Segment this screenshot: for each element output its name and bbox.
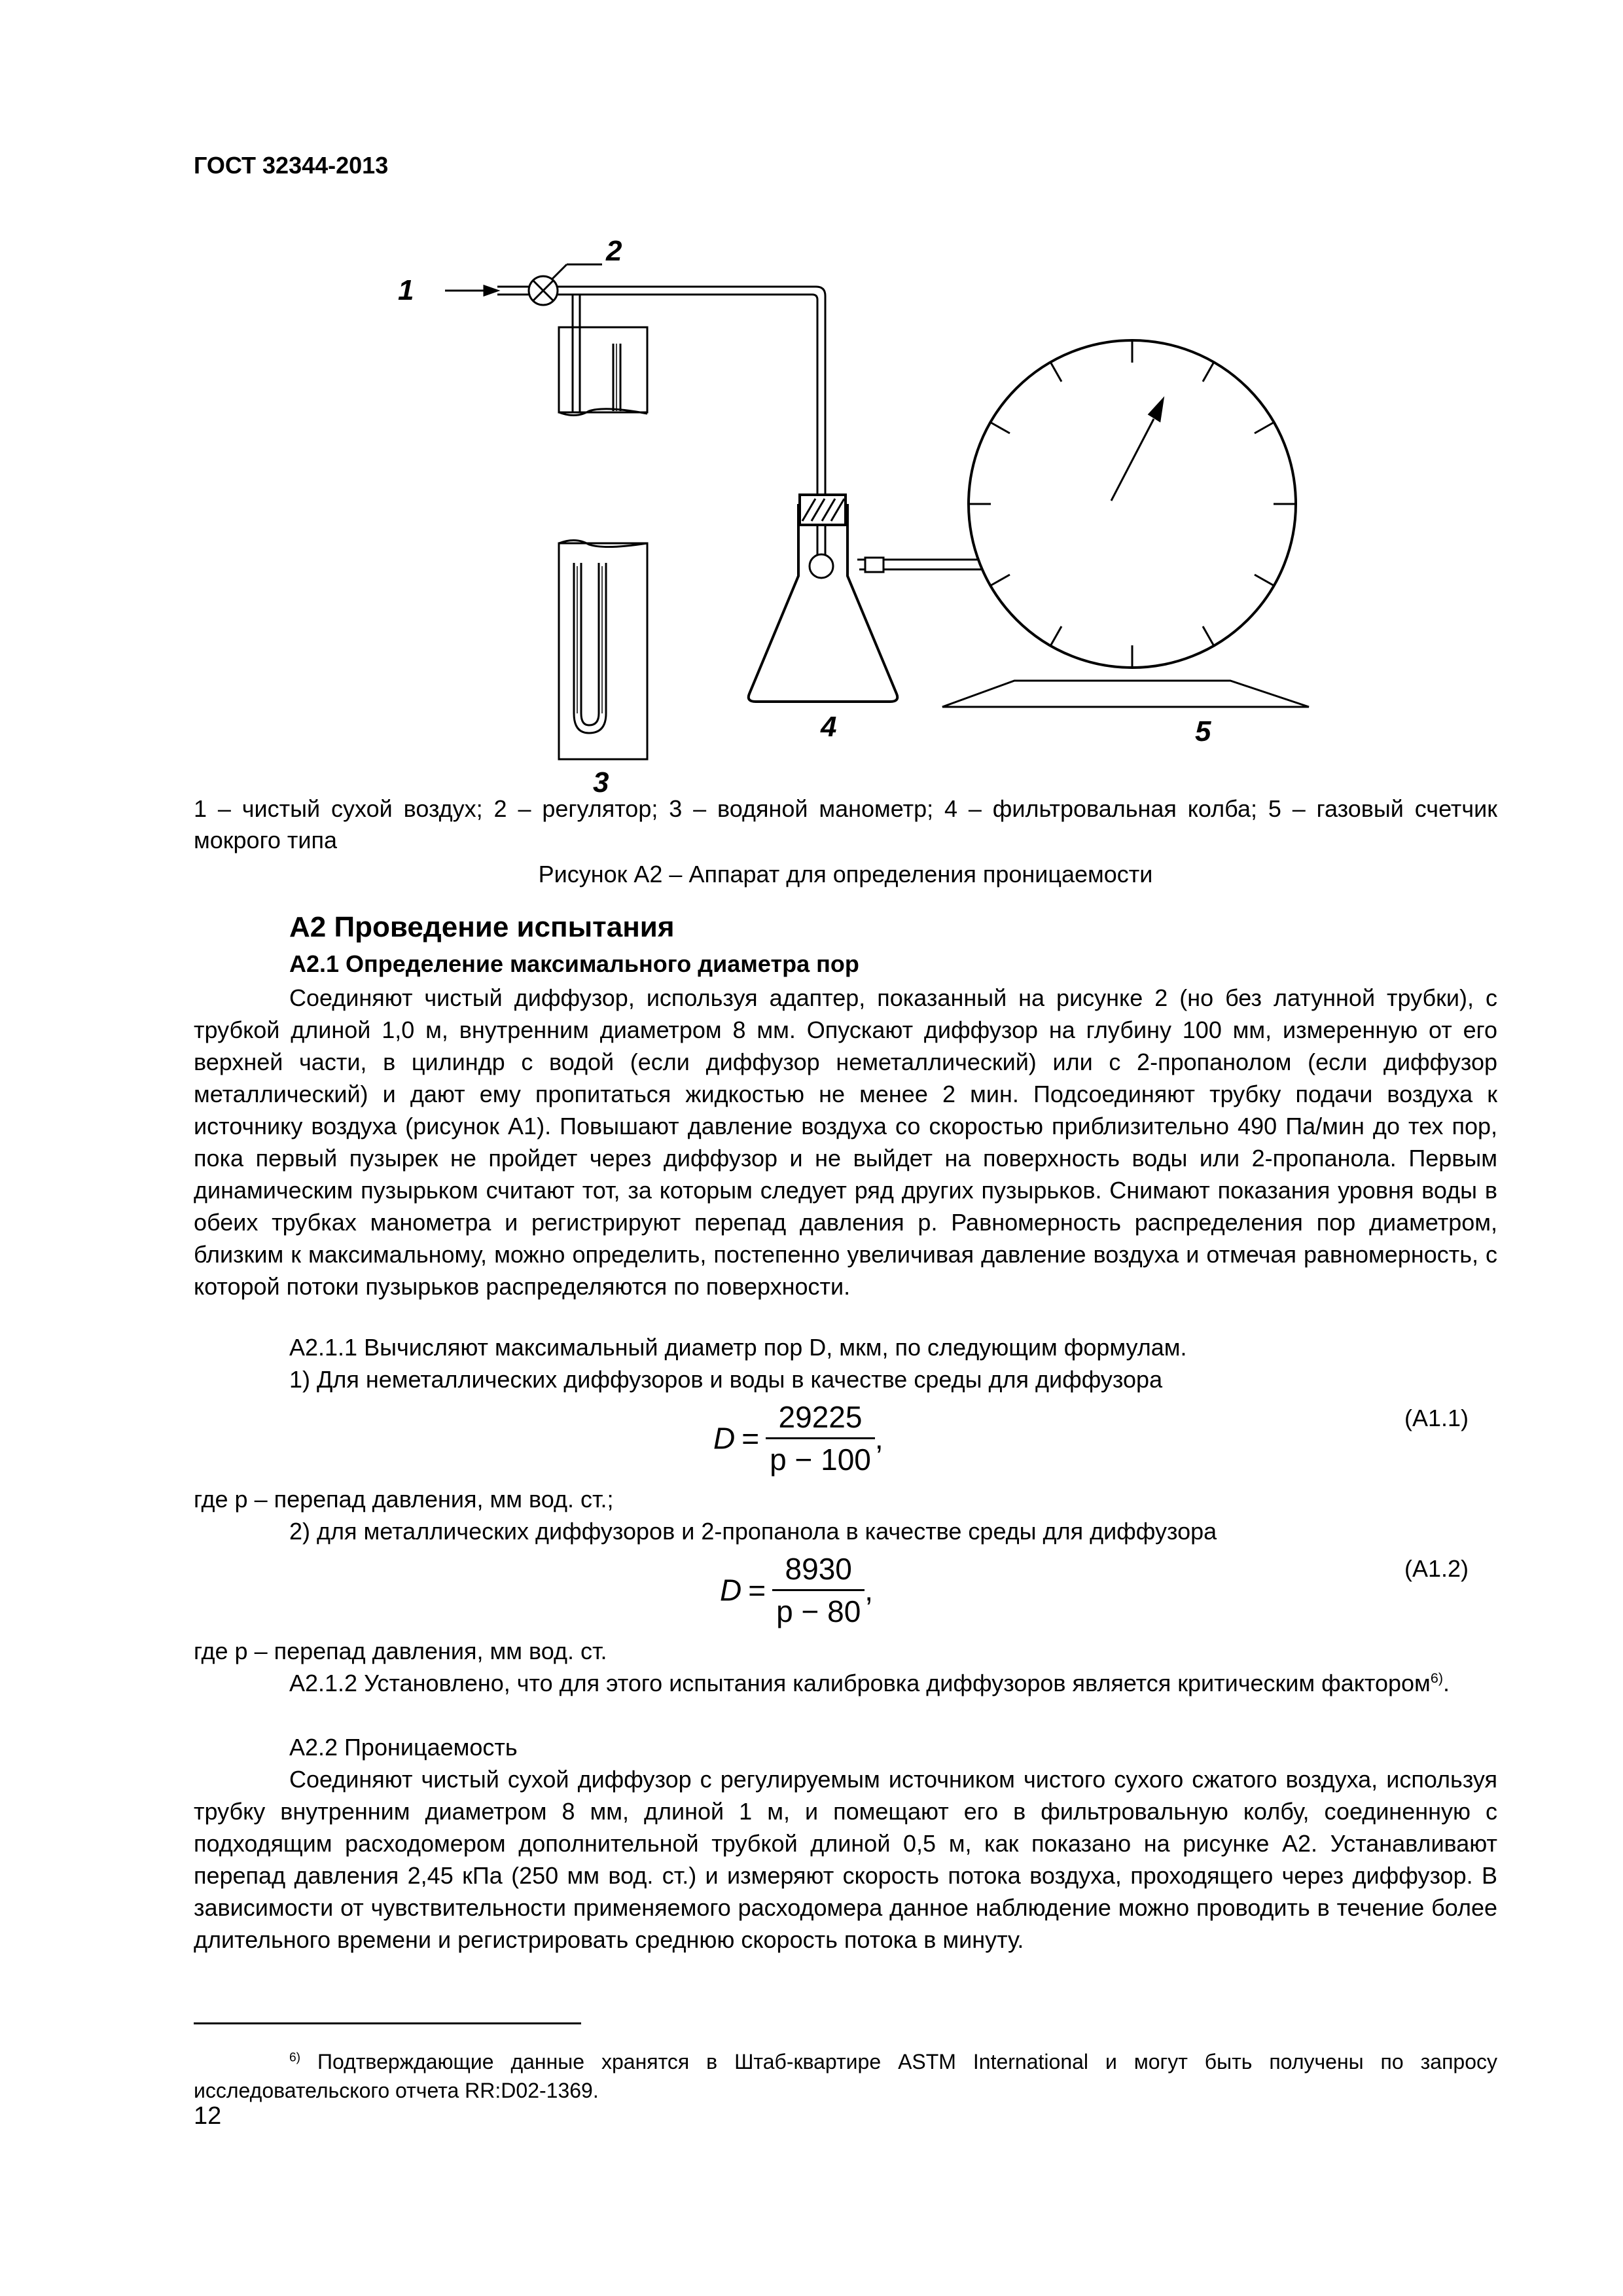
formula-2-numerator: 8930 — [772, 1551, 865, 1591]
paragraph-permeability: Соединяют чистый сухой диффузор с регулируемым источником чистого сухого сжатого воздуха, используя трубку внутренним диаметром 8 мм, длиной 1 м, и помещают его в фильтровальную колбу, соединенную с подходящим расходомером дополнительной трубкой длиной 0,5 м, как показано на рисунке А2. Устанавливают перепад давления 2,45 кПа (250 мм вод. ст.) и измеряют скорость потока воздуха, проходящего через диффузор. В зависимости от чувствительности применяемого расходомера данное наблюдение можно проводить в течение более длительного времени и регистрировать среднюю скорость потока в минуту. — [194, 1766, 1497, 1953]
section-heading: А2 Проведение испытания — [289, 911, 675, 943]
apparatus-figure — [380, 209, 1414, 798]
clause-a212-text: А2.1.2 Установлено, что для этого испытания калибровка диффузоров является критическим фактором — [289, 1670, 1431, 1696]
gas-meter-dial — [969, 340, 1296, 668]
case-2: 2) для металлических диффузоров и 2-пропанола в качестве среды для диффузора — [289, 1518, 1217, 1545]
formula-a1-2: D = $\frac{8930}{p - 80}$ , — [720, 1552, 874, 1628]
page-header: ГОСТ 32344-2013 — [194, 152, 389, 179]
formula-2-lhs: D — [720, 1573, 742, 1607]
where-2: где p – перепад давления, мм вод. ст. — [194, 1638, 607, 1664]
gas-meter-base — [942, 681, 1309, 707]
label-1: 1 — [398, 274, 414, 306]
figure-caption: Рисунок А2 – Аппарат для определения проницаемости — [538, 861, 1153, 888]
figure-legend: 1 – чистый сухой воздух; 2 – регулятор; 3 – водяной манометр; 4 – фильтровальная колба; 5 – газовый счетчик мокрого типа — [194, 795, 1497, 853]
formula-1-number: (А1.1) — [1404, 1405, 1469, 1431]
clause-a211: А2.1.1 Вычисляют максимальный диаметр пор D, мкм, по следующим формулам. — [289, 1334, 1187, 1361]
footnote-mark: 6) — [289, 2051, 301, 2065]
formula-2-number: (А1.2) — [1404, 1555, 1469, 1582]
paragraph-max-pore: Соединяют чистый диффузор, используя адаптер, показанный на рисунке 2 (но без латунной трубки), с трубкой длиной 1,0 м, внутренним диаметром 8 мм. Опускают диффузор на глубину 100 мм, измеренную от его верхней части, в цилиндр с водой (если диффузор неметаллический) или с 2-пропанолом (если диффузор металлический) и дают ему пропитаться жидкостью не менее 2 мин. Подсоединяют трубку подачи воздуха к источнику воздуха (рисунок А1). Повышают давление воздуха со скоростью приблизительно 490 Па/мин до тех пор, пока первый пузырек не пройдет через диффузор и не выйдет на поверхность воды или 2-пропанола. Первым динамическим пузырьком считают тот, за которым следует ряд других пузырьков. Снимают показания уровня воды в обеих трубках манометра и регистрируют перепад давления p. Равномерность распределения пор диаметром, близким к максимальному, можно определить, постепенно увеличивая давление воздуха и отмечая равномерность, с которой потоки пузырьков распределяются по поверхности. — [194, 984, 1497, 1300]
footnote-ref: 6) — [1430, 1670, 1444, 1686]
case-1: 1) Для неметаллических диффузоров и воды в качестве среды для диффузора — [289, 1366, 1163, 1393]
filter-flask — [749, 504, 898, 702]
diffuser-bulb — [810, 554, 833, 578]
formula-1-denominator: p − 100 — [770, 1443, 871, 1477]
formula-2-denominator: p − 80 — [776, 1594, 861, 1628]
footnote — [194, 2047, 1497, 2105]
page-number: 12 — [194, 2102, 222, 2130]
label-3: 3 — [593, 766, 609, 798]
inlet-arrowhead — [484, 286, 497, 295]
label-5: 5 — [1195, 715, 1211, 747]
subsection-heading: А2.1 Определение максимального диаметра пор — [289, 950, 859, 977]
formula-a1-1: D = $\frac{29225}{p - 100}$ , — [713, 1400, 883, 1477]
where-1: где p – перепад давления, мм вод. ст.; — [194, 1486, 614, 1513]
footnote-rule — [194, 2022, 581, 2024]
formula-1-numerator: 29225 — [766, 1399, 875, 1439]
label-2: 2 — [606, 235, 622, 267]
footnote-text: Подтверждающие данные хранятся в Штаб-квартире ASTM International и могут быть получены по запросу исследовательского отчета RR:D02-1369. — [194, 2050, 1498, 2102]
label-4: 4 — [821, 711, 837, 743]
formula-1-lhs: D — [713, 1421, 736, 1456]
clause-a22-title: А2.2 Проницаемость — [289, 1734, 518, 1761]
clause-a212: А2.1.2 Установлено, что для этого испытания калибровка диффузоров является критическим фактором$^{6)}$. — [289, 1670, 1450, 1696]
